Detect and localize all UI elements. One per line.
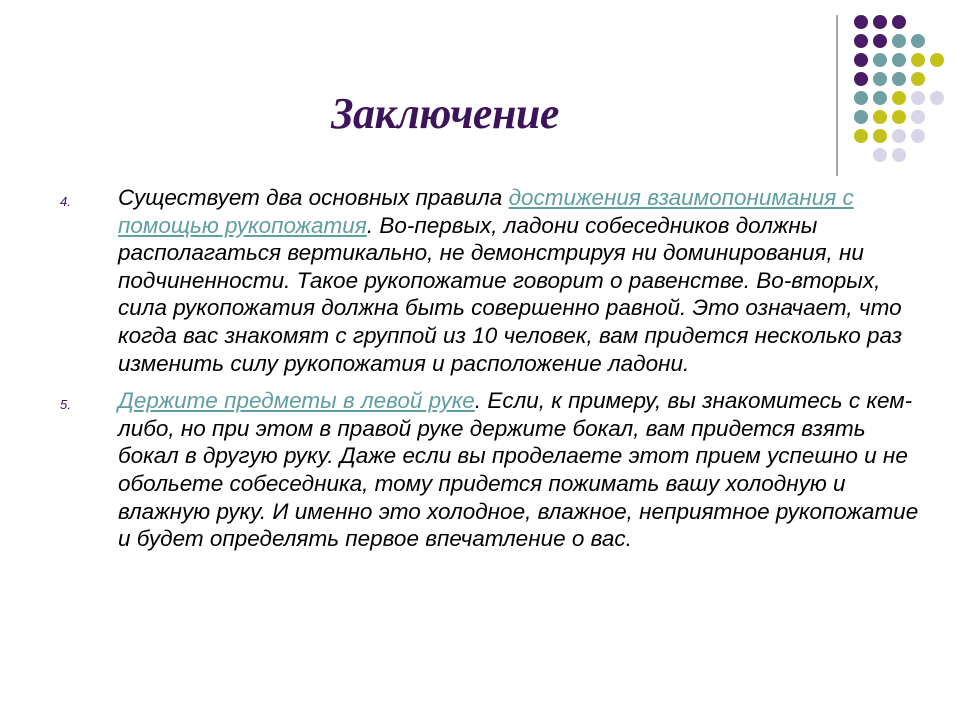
decorative-dot — [930, 91, 944, 105]
decorative-dot — [892, 91, 906, 105]
list-item-suffix: . Во-первых, ладони собеседников должны располагаться вертикально, не демонстрируя ни доминирования, ни подчиненности. Такое рукопожатие говорит о равенстве. Во-вторых, сила рукопожатия должна быть совершенно равной. Это означает, что когда вас знакомят с группой из 10 человек, вам придется несколько раз изменить силу рукопожатия и расположение ладони. — [118, 212, 903, 376]
handshake-rules-link[interactable]: достижения взаимопонимания с помощью рукопожатия — [118, 185, 854, 238]
decorative-dot — [892, 15, 906, 29]
decorative-dot — [911, 34, 925, 48]
decorative-dot — [892, 129, 906, 143]
decorative-dot — [854, 34, 868, 48]
slide-title: Заключение — [331, 89, 559, 138]
list-item-number: 5. — [60, 397, 71, 413]
decorative-dot — [854, 15, 868, 29]
content-list — [60, 184, 920, 553]
decorative-dot — [911, 72, 925, 86]
decorative-dot — [873, 15, 887, 29]
decorative-dot — [911, 91, 925, 105]
decorative-dot — [911, 110, 925, 124]
decorative-dot — [892, 34, 906, 48]
decorative-dot — [892, 53, 906, 67]
list-item-text — [118, 185, 902, 376]
list-item-text — [118, 388, 918, 551]
decorative-dot — [892, 148, 906, 162]
list-item-prefix: Существует два основных правила — [118, 185, 509, 210]
left-hand-objects-link[interactable]: Держите предметы в левой руке — [118, 388, 475, 414]
list-item-number: 4. — [60, 194, 71, 209]
decorative-dot — [911, 129, 925, 143]
decorative-dot — [854, 53, 868, 67]
decorative-dot — [873, 34, 887, 48]
decorative-dot — [854, 72, 868, 86]
list-item — [60, 387, 920, 553]
decorative-dot — [930, 53, 944, 67]
decorative-dot — [892, 110, 906, 124]
decorative-dot — [911, 53, 925, 67]
list-item-suffix: . Если, к примеру, вы знакомитесь с кем-либо, но при этом в правой руке держите бокал, вам придется взять бокал в другую руку. Даже если вы проделаете этот прием успешно и не обольете собеседника, тому придется пожимать вашу холодную и влажную руку. И именно это холодное, влажное, неприятное рукопожатие и будет определять первое впечатление о вас. — [118, 388, 919, 552]
decorative-dot — [873, 53, 887, 67]
decorative-dot — [892, 72, 906, 86]
decorative-dot — [873, 72, 887, 86]
list-item — [60, 184, 920, 377]
decorative-dot — [873, 148, 887, 162]
